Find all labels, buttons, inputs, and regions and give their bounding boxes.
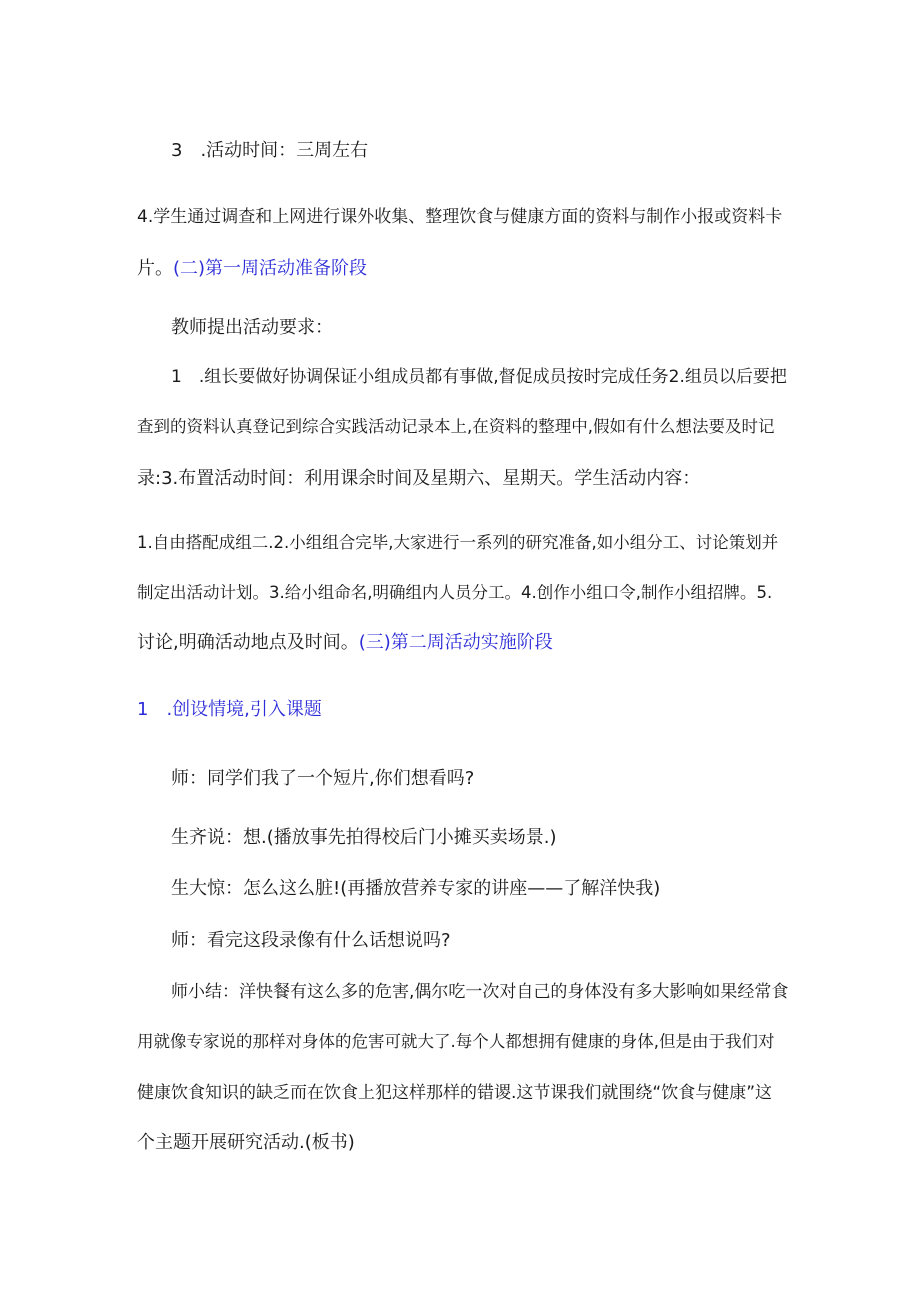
dialogue-line: 师：看完这段录像有什么话想说吗?	[171, 930, 451, 951]
paragraph-line: 用就像专家说的那样对身体的危害可就大了.每个人都想拥有健康的身体,但是由于我们对	[137, 1032, 775, 1051]
paragraph-line: 健康饮食知识的缺乏而在饮食上犯这样那样的错谡.这节课我们就围绕“饮食与健康”这	[137, 1083, 773, 1103]
paragraph-line: 1 .组长要做好协调保证小组成员都有事做,督促成员按时完成任务2.组员以后要把	[171, 367, 787, 387]
dialogue-line: 生大惊：怎么这么脏!(再播放营养专家的讲座——了解洋快我)	[171, 878, 661, 899]
paragraph-line: 查到的资料认真登记到综合实践活动记录本上,在资料的整理中,假如有什么想法要及时记	[137, 417, 775, 436]
subsection-heading: 1 .创设情境,引入课题	[137, 699, 322, 720]
paragraph-line: 师小结：洋快餐有这么多的危害,偶尔吃一次对自己的身体没有多大影响如果经常食	[171, 982, 789, 1002]
dialogue-line: 生齐说：想.(播放事先拍得校后门小摊买卖场景.)	[171, 827, 557, 848]
dialogue-line: 师：同学们我了一个短片,你们想看吗?	[171, 768, 475, 789]
activity-time-line: 3 .活动时间：三周左右	[171, 140, 369, 161]
paragraph-line: 讨论,明确活动地点及时间。(三)第二周活动实施阶段	[137, 632, 553, 653]
section-heading-week1: (二)第一周活动准备阶段	[173, 258, 368, 279]
paragraph-line: 录:3.布置活动时间：利用课余时间及星期六、星期天。学生活动内容：	[137, 468, 701, 489]
paragraph-line: 个主题开展研究活动.(板书)	[137, 1132, 355, 1153]
teacher-requirements-label: 教师提出活动要求：	[171, 317, 333, 338]
paragraph-line: 1.自由搭配成组二.2.小组组合完毕,大家进行一系列的研究准备,如小组分工、讨论策划并	[137, 533, 779, 552]
section-heading-week2: (三)第二周活动实施阶段	[358, 632, 553, 653]
paragraph-line: 4.学生通过调查和上网进行课外收集、整理饮食与健康方面的资料与制作小报或资料卡	[137, 207, 783, 227]
paragraph-line: 制定出活动计划。3.给小组命名,明确组内人员分工。4.创作小组口令,制作小组招牌。5.	[137, 583, 773, 602]
paragraph-line: 片。(二)第一周活动准备阶段	[137, 258, 368, 279]
